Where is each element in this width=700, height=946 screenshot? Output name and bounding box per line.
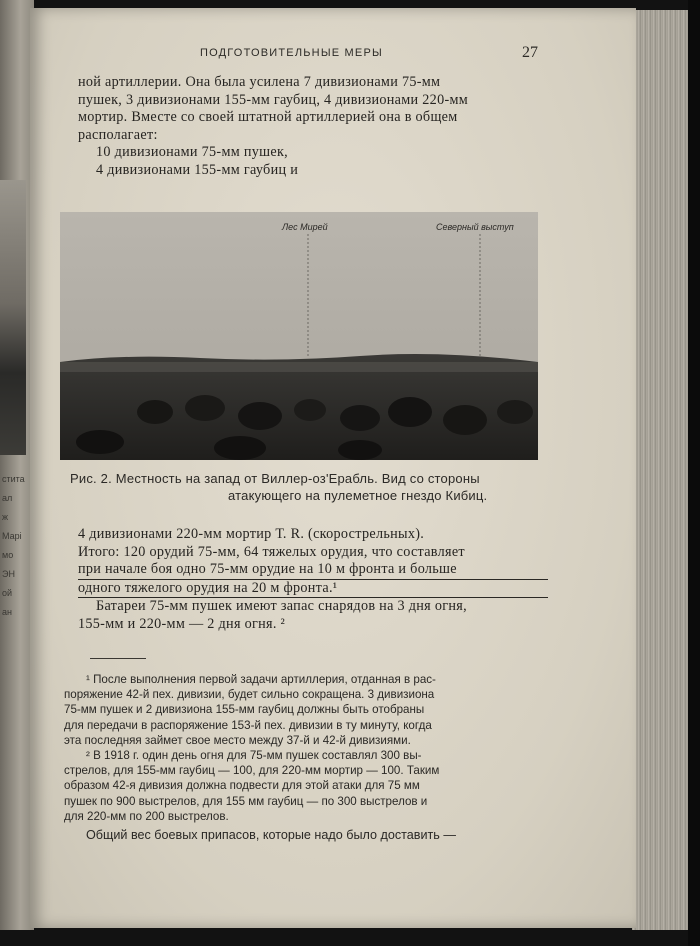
photo-image — [60, 212, 538, 460]
footnote-line: стрелов, для 155-мм гаубиц — 100, для 220-мм мортир — 100. Таким — [64, 764, 440, 778]
underlined-text-line: одного тяжелого орудия на 20 м фронта.¹ — [78, 580, 548, 599]
left-fragment: Марі — [2, 531, 22, 541]
left-facing-page — [0, 0, 34, 930]
text-line: Батареи 75-мм пушек имеют запас снарядов на 3 дня огня, — [96, 598, 467, 614]
text-line: 10 дивизионами 75-мм пушек, — [96, 144, 288, 160]
text-line: 4 дивизионами 155-мм гаубиц и — [96, 161, 299, 178]
footnote-line: для 220-мм по 200 выстрелов. — [64, 809, 229, 823]
text-line: мортир. Вместе со своей штатной артиллерией она в общем — [78, 109, 458, 125]
left-fragment: мо — [2, 550, 14, 560]
text-line: ной артиллерии. Она была усилена 7 дивизионами 75-мм — [78, 74, 441, 90]
footnote-line: пушек по 900 выстрелов, для 155 мм гаубиц — по 300 выстрелов и — [64, 794, 428, 808]
text-line: 155-мм и 220-мм — 2 дня огня. ² — [78, 615, 286, 632]
underlined-text-line: при начале боя одно 75-мм орудие на 10 м фронта и больше — [78, 561, 548, 580]
caption-line: атакующего на пулеметное гнездо Кибиц. — [228, 488, 488, 503]
footnotes — [64, 672, 548, 843]
top-paragraph — [78, 74, 548, 179]
footnote-line: для передачи в распоряжение 153-й пех. дивизии в ту минуту, когда — [64, 718, 432, 732]
running-header — [30, 44, 636, 60]
footnote-line: 75-мм пушек и 2 дивизиона 155-мм гаубиц должны быть отобраны — [64, 703, 425, 717]
footnote-line: поряжение 42-й пех. дивизии, будет сильно сокращена. 3 дивизиона — [64, 688, 435, 702]
footnote-divider — [90, 658, 146, 659]
footnote-line: эта последняя займет свое место между 37-й и 42-й дивизиями. — [64, 733, 411, 747]
book-cover-edge — [688, 0, 700, 946]
text-line: Итого: 120 орудий 75-мм, 64 тяжелых орудия, что составляет — [78, 543, 465, 560]
text-line: располагает: — [78, 126, 158, 143]
left-fragment: ж — [2, 512, 9, 522]
left-page-photo-fragment — [0, 180, 26, 455]
footnote-line: Общий вес боевых припасов, которые надо было доставить — — [86, 828, 456, 843]
page-number: 27 — [522, 44, 538, 61]
left-fragment: ан — [2, 607, 12, 617]
left-fragment: ал — [2, 493, 13, 503]
text-line: 4 дивизионами 220-мм мортир Т. R. (скорострельных). — [78, 526, 425, 542]
figure-caption — [70, 470, 540, 504]
running-title: ПОДГОТОВИТЕЛЬНЫЕ МЕРЫ — [200, 47, 383, 59]
left-page-text-fragments — [2, 470, 30, 622]
terrain-photograph — [60, 212, 538, 460]
page-block-edges — [632, 10, 690, 930]
caption-line: Рис. 2. Местность на запад от Виллер-оз'Ерабль. Вид со стороны — [70, 471, 480, 486]
photo-label-salient: Северный выступ — [436, 222, 514, 232]
text-line: пушек, 3 дивизионами 155-мм гаубиц, 4 дивизионами 220-мм — [78, 91, 469, 108]
middle-paragraph — [78, 526, 548, 633]
footnote-line: ² В 1918 г. один день огня для 75-мм пушек составлял 300 вы- — [86, 749, 422, 763]
footnote-line: ¹ После выполнения первой задачи артиллерия, отданная в рас- — [86, 673, 436, 686]
photo-label-forest: Лес Мирей — [282, 222, 328, 232]
left-fragment: ЭН — [2, 569, 15, 579]
footnote-line: образом 42-я дивизия должна подвести для этой атаки для 75 мм — [64, 779, 420, 793]
left-fragment: стита — [2, 474, 25, 484]
left-fragment: ой — [2, 588, 13, 598]
book-page — [30, 8, 636, 928]
